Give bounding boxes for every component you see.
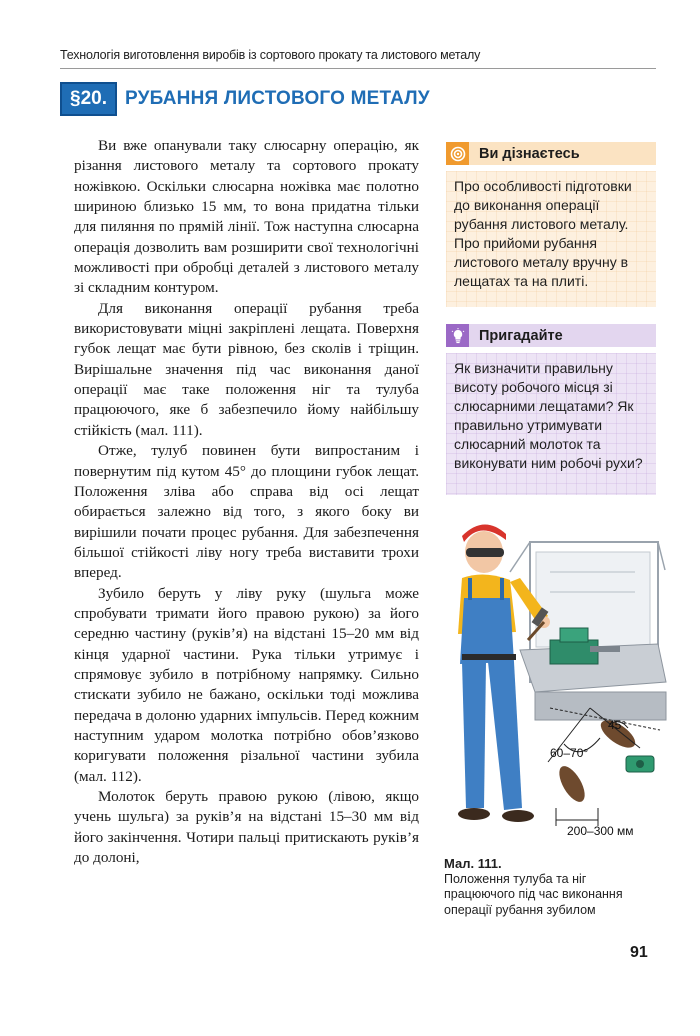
angle-label-60-70: 60–70° <box>550 746 589 760</box>
caption-title: Мал. 111. <box>444 856 502 871</box>
body-text <box>74 136 419 868</box>
recall-box <box>446 324 656 495</box>
lightbulb-icon <box>446 324 469 347</box>
caption-text: Положення тулуба та ніг працюючого під час виконання операції рубання зубилом <box>444 871 623 917</box>
recall-box-header <box>446 324 656 347</box>
header-divider <box>60 68 656 69</box>
learn-box-title: Ви дізнаєтесь <box>479 145 580 162</box>
paragraph: Отже, тулуб повинен бути випростаним і повернутим під кутом 45° до площини губок лещат. Положення зліва або справа від осі лещат обирається залежно від того, з якого боку ви вирішили почати процес рубання. Для забезпечення більшої стійкості ліву ногу треба виставити трохи вперед. <box>74 442 419 582</box>
paragraph: Ви вже опанували таку слюсарну операцію, як різання листового металу та сортового прокату ножівкою. Оскільки слюсарна ножівка має полотно шириною близько 15 мм, то вона придатна тільки для пиляння по прямій лінії. Тож наступна слюсарна операція дозволить вам розширити свої технологічні можливості при обробці деталей з листового металу зі складним контуром. <box>74 137 419 297</box>
paragraph: Зубило беруть у ліву руку (шульга може спробувати тримати його правою рукою) за його середню частину (руків’я) на відстані 15–20 мм від кінця ударної частини. Рука тільки утримує і спрямовує зубило в потрібному напрямку. Сильно стискати зубило не бажано, оскільки тоді можлива передача в долоню ударних імпульсів. Перед кожним наступним ударом молотка потрібно обов’язково коригувати положення різальної частини зубила (мал. 112). <box>74 584 419 785</box>
worker-illustration <box>440 512 670 848</box>
page-number: 91 <box>630 944 648 961</box>
section-title: РУБАННЯ ЛИСТОВОГО МЕТАЛУ <box>124 88 430 109</box>
figure-worker-at-vise <box>440 512 670 848</box>
paragraph: Для виконання операції рубання треба використовувати міцні закріплені лещата. Поверхня губок лещат має бути рівною, без сколів і тріщин. Вирішальне значення під час виконання даної операції має таке положення ніг та тулуба працюючого, яке б забезпечило йому найбільшу стійкість (мал. 111). <box>74 299 419 439</box>
distance-label: 200–300 мм <box>567 824 634 838</box>
learn-box <box>446 142 656 307</box>
target-icon <box>446 142 469 165</box>
section-heading <box>60 84 430 114</box>
running-head: Технологія виготовлення виробів із сортового прокату та листового металу <box>60 48 481 62</box>
recall-box-text: Як визначити правильну висоту робочого місця зі слюсарними лещатами? Як правильно утримувати слюсарний молоток та виконувати ним робочі рухи? <box>446 353 656 495</box>
paragraph: Молоток беруть правою рукою (лівою, якщо учень шульга) за руків’я на відстані 15–30 мм від його закінчення. Чотири пальці притискають руків’я до долоні, <box>74 788 419 867</box>
section-number: §20. <box>60 82 117 116</box>
learn-box-text: Про особливості підготовки до виконання операції рубання листового металу. Про прийоми рубання листового металу вручну в лещатах та на плиті. <box>446 171 656 307</box>
figure-caption <box>444 856 644 918</box>
recall-box-title: Пригадайте <box>479 327 563 344</box>
learn-box-header <box>446 142 656 165</box>
angle-label-45: 45° <box>608 718 627 732</box>
